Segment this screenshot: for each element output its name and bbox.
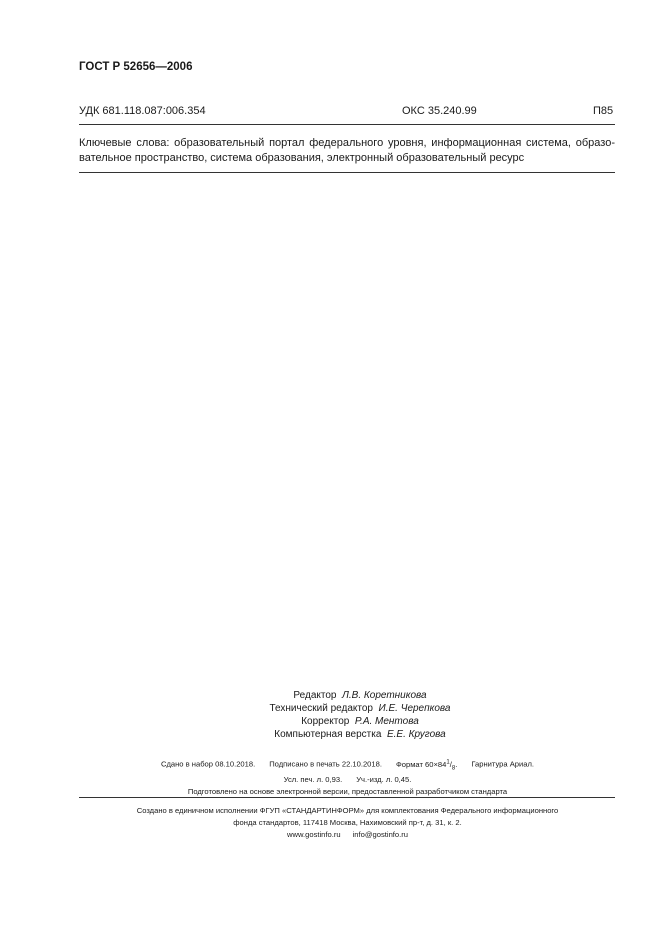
publisher-contacts [80,829,615,841]
print-info-row-1: Сдано в набор 08.10.2018. Подписано в печать 22.10.2018. Формат $60\times 84^1/_8$. Гарнитура Ариал. [160,759,535,772]
keywords-line-1: Ключевые слова: образовательный портал федерального уровня, информационная система, образо- [79,137,615,149]
credit-corrector: Корректор Р.А. Ментова [301,716,419,727]
credits-block [150,689,570,741]
publisher-website-link[interactable]: www.gostinfo.ru [286,830,341,839]
udk-code: УДК 681.118.087:006.354 [79,105,206,117]
publisher-block [80,805,615,841]
print-info-row-2: Усл. печ. л. 0,93. Уч.-изд. л. 0,45. [283,775,412,785]
keywords-divider [79,172,615,173]
top-divider [79,124,615,125]
publisher-email-link[interactable]: info@gostinfo.ru [352,830,409,839]
group-code: П85 [593,105,614,117]
bottom-divider [79,797,615,798]
format-value: Формат $60\times 84^1/_8$. [395,759,458,772]
oks-code: ОКС 35.240.99 [402,105,477,117]
publisher-line-2: фонда стандартов, 117418 Москва, Нахимовский пр-т, д. 31, к. 2. [233,818,462,827]
keywords-line-2: вательное пространство, система образования, электронный образовательный ресурс [79,151,525,164]
keywords-block [79,136,615,165]
credit-editor: Редактор Л.В. Коретникова [293,690,427,701]
document-code: ГОСТ Р 52656—2006 [79,61,193,73]
print-info-row-3: Подготовлено на основе электронной версии, предоставленной разработчиком стандарта [187,787,508,797]
publisher-line-1: Создано в единичном исполнении ФГУП «СТАНДАРТИНФОРМ» для комплектования Федерального информационного [136,806,559,815]
credit-tech-editor: Технический редактор И.Е. Черепкова [269,703,451,714]
credit-layout: Компьютерная верстка Е.Е. Кругова [274,729,446,740]
print-info-block [80,756,615,798]
